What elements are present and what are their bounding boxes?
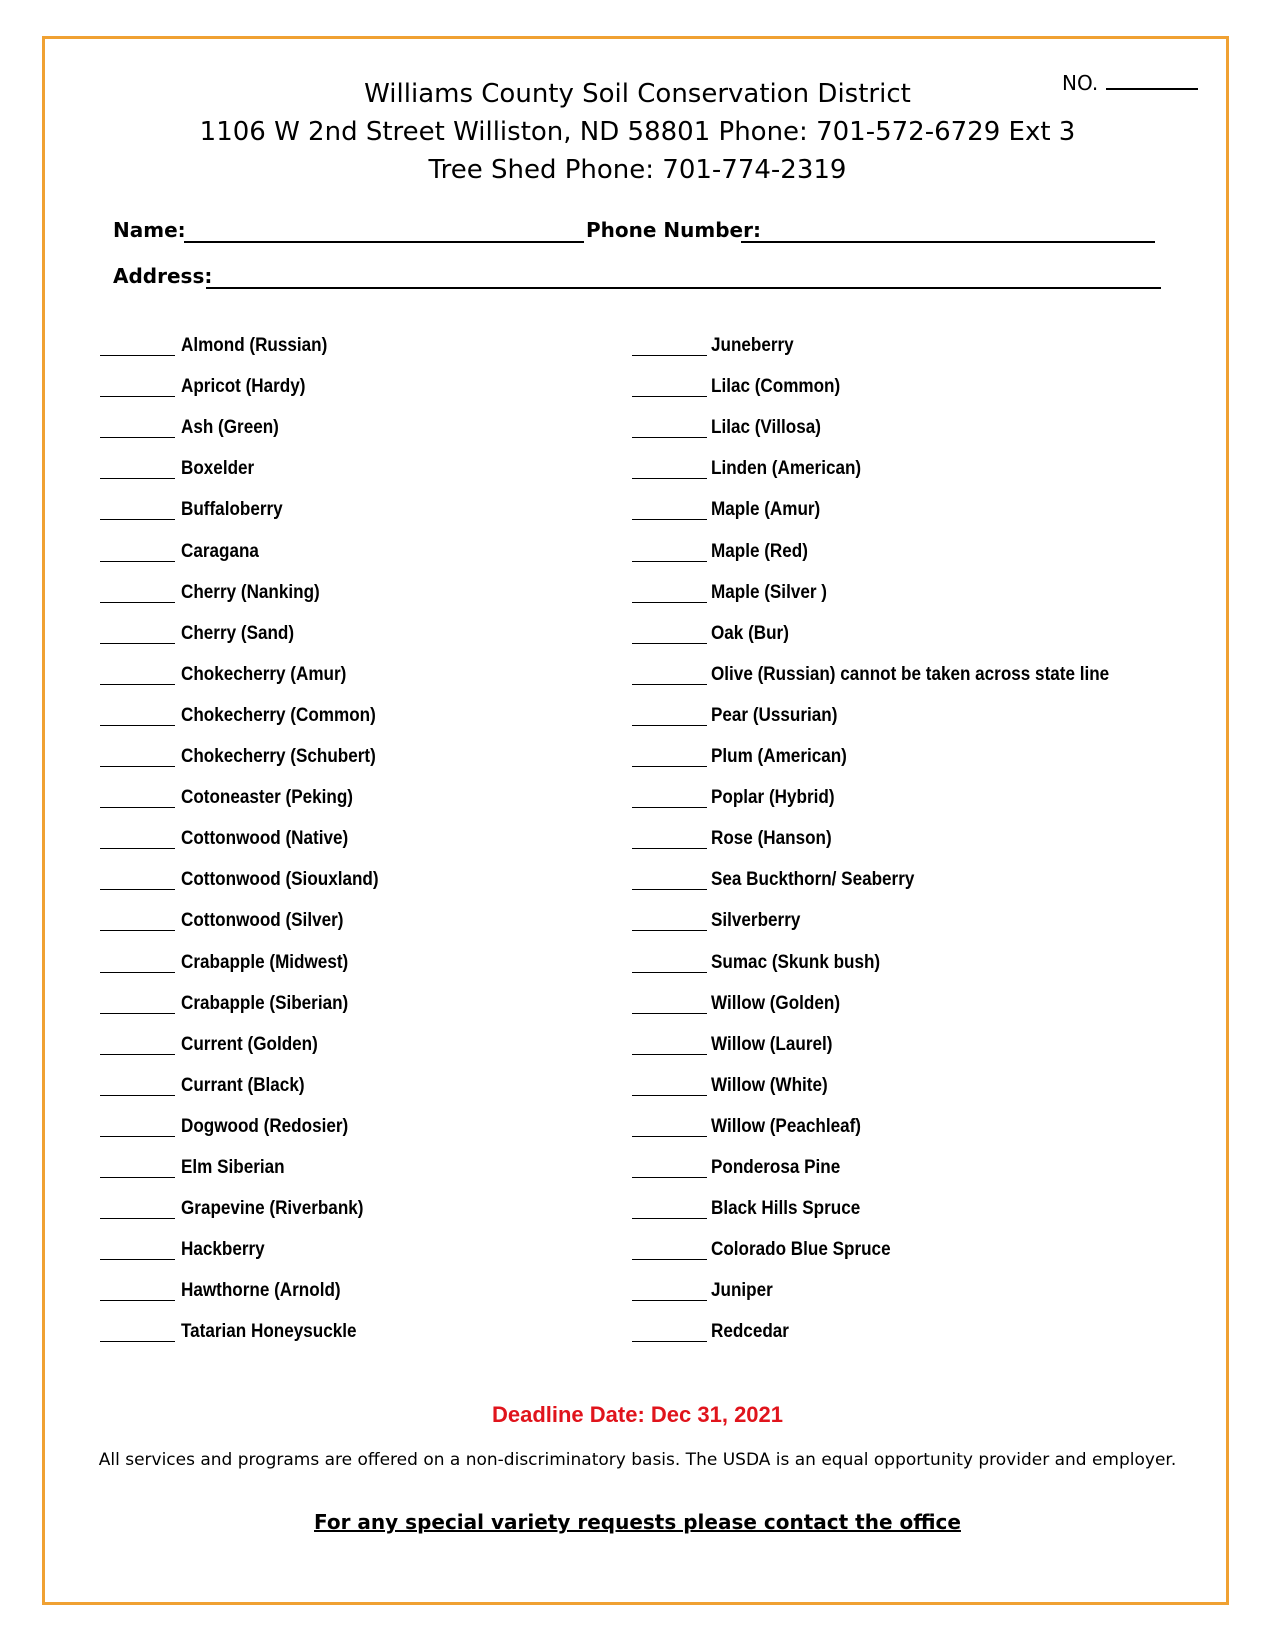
tree-label: Black Hills Spruce — [711, 1198, 861, 1220]
quantity-blank[interactable] — [100, 1300, 175, 1301]
quantity-blank[interactable] — [100, 1013, 175, 1014]
quantity-blank[interactable] — [632, 478, 707, 479]
tree-label: Juniper — [711, 1280, 773, 1302]
tree-label: Cottonwood (Siouxland) — [181, 869, 379, 891]
quantity-blank[interactable] — [632, 889, 707, 890]
tree-label: Sea Buckthorn/ Seaberry — [711, 869, 915, 891]
tree-label: Maple (Silver ) — [711, 581, 827, 603]
quantity-blank[interactable] — [632, 807, 707, 808]
tree-label: Caragana — [181, 540, 259, 562]
quantity-blank[interactable] — [632, 1259, 707, 1260]
tree-label: Crabapple (Midwest) — [181, 951, 349, 973]
quantity-blank[interactable] — [632, 1013, 707, 1014]
quantity-blank[interactable] — [632, 930, 707, 931]
tree-label: Chokecherry (Amur) — [181, 663, 347, 685]
quantity-blank[interactable] — [632, 396, 707, 397]
quantity-blank[interactable] — [632, 1054, 707, 1055]
quantity-blank[interactable] — [100, 807, 175, 808]
org-address-phone: 1106 W 2nd Street Williston, ND 58801 Phone: 701-572-6729 Ext 3 — [199, 117, 1076, 147]
quantity-blank[interactable] — [632, 766, 707, 767]
quantity-blank[interactable] — [632, 561, 707, 562]
quantity-blank[interactable] — [100, 1177, 175, 1178]
quantity-blank[interactable] — [100, 1136, 175, 1137]
quantity-blank[interactable] — [100, 478, 175, 479]
tree-label: Cottonwood (Native) — [181, 828, 349, 850]
quantity-blank[interactable] — [100, 766, 175, 767]
special-requests-note: For any special variety requests please contact the office — [314, 1510, 961, 1534]
tree-label: Chokecherry (Schubert) — [181, 746, 376, 767]
tree-label: Dogwood (Redosier) — [181, 1115, 349, 1137]
quantity-blank[interactable] — [100, 1341, 175, 1342]
tree-label: Cottonwood (Silver) — [181, 910, 344, 932]
quantity-blank[interactable] — [632, 725, 707, 726]
phone-field[interactable] — [741, 241, 1155, 243]
quantity-blank[interactable] — [632, 602, 707, 603]
quantity-blank[interactable] — [632, 1341, 707, 1342]
quantity-blank[interactable] — [632, 1136, 707, 1137]
quantity-blank[interactable] — [100, 561, 175, 562]
quantity-blank[interactable] — [100, 725, 175, 726]
quantity-blank[interactable] — [100, 684, 175, 685]
phone-label: Phone Number: — [586, 218, 761, 242]
tree-label: Crabapple (Siberian) — [181, 992, 349, 1014]
tree-label: Currant (Black) — [181, 1074, 305, 1096]
tree-label: Rose (Hanson) — [711, 828, 832, 850]
quantity-blank[interactable] — [100, 972, 175, 973]
quantity-blank[interactable] — [100, 1218, 175, 1219]
tree-label: Willow (White) — [711, 1074, 828, 1096]
tree-label: Cherry (Nanking) — [181, 581, 320, 603]
tree-label: Silverberry — [711, 910, 801, 932]
quantity-blank[interactable] — [632, 1177, 707, 1178]
tree-shed-phone: Tree Shed Phone: 701-774-2319 — [428, 155, 847, 185]
tree-label: Oak (Bur) — [711, 622, 789, 644]
form-number-field[interactable] — [1106, 70, 1198, 90]
quantity-blank[interactable] — [100, 643, 175, 644]
quantity-blank[interactable] — [100, 355, 175, 356]
form-number-label: NO. — [1062, 71, 1099, 95]
tree-label: Willow (Golden) — [711, 992, 841, 1014]
tree-label: Sumac (Skunk bush) — [711, 951, 881, 973]
tree-label: Apricot (Hardy) — [181, 376, 306, 398]
quantity-blank[interactable] — [100, 519, 175, 520]
tree-label: Hackberry — [181, 1239, 265, 1261]
tree-label: Current (Golden) — [181, 1033, 318, 1055]
quantity-blank[interactable] — [100, 602, 175, 603]
tree-label: Boxelder — [181, 458, 255, 480]
quantity-blank[interactable] — [100, 889, 175, 890]
org-title: Williams County Soil Conservation District — [364, 79, 911, 109]
tree-label: Juneberry — [711, 335, 794, 356]
quantity-blank[interactable] — [632, 1218, 707, 1219]
quantity-blank[interactable] — [632, 684, 707, 685]
tree-label: Poplar (Hybrid) — [711, 787, 835, 809]
quantity-blank[interactable] — [632, 972, 707, 973]
tree-label: Linden (American) — [711, 458, 862, 480]
deadline-date: Deadline Date: Dec 31, 2021 — [491, 1402, 784, 1427]
quantity-blank[interactable] — [632, 1300, 707, 1301]
tree-label: Cherry (Sand) — [181, 622, 295, 644]
quantity-blank[interactable] — [100, 930, 175, 931]
tree-label: Lilac (Villosa) — [711, 417, 821, 439]
quantity-blank[interactable] — [100, 848, 175, 849]
name-field[interactable] — [184, 241, 584, 243]
form-number — [1062, 70, 1198, 95]
tree-label: Pear (Ussurian) — [711, 704, 838, 726]
quantity-blank[interactable] — [100, 1095, 175, 1096]
quantity-blank[interactable] — [100, 1054, 175, 1055]
quantity-blank[interactable] — [632, 848, 707, 849]
quantity-blank[interactable] — [100, 1259, 175, 1260]
disclaimer: All services and programs are offered on a non-discriminatory basis. The USDA is an equal opportunity provider and employer. — [98, 1450, 1177, 1470]
quantity-blank[interactable] — [632, 437, 707, 438]
tree-label: Buffaloberry — [181, 499, 283, 521]
quantity-blank[interactable] — [632, 519, 707, 520]
tree-label: Ponderosa Pine — [711, 1157, 841, 1178]
address-label: Address: — [113, 264, 213, 288]
quantity-blank[interactable] — [632, 1095, 707, 1096]
quantity-blank[interactable] — [632, 355, 707, 356]
quantity-blank[interactable] — [100, 437, 175, 438]
tree-label: Ash (Green) — [181, 417, 279, 439]
tree-label: Olive (Russian) cannot be taken across state line — [711, 663, 1110, 685]
tree-label: Willow (Laurel) — [711, 1033, 833, 1055]
tree-label: Redcedar — [711, 1321, 789, 1343]
tree-label: Plum (American) — [711, 746, 847, 767]
tree-label: Willow (Peachleaf) — [711, 1115, 861, 1137]
tree-label: Colorado Blue Spruce — [711, 1239, 891, 1261]
name-label: Name: — [113, 218, 186, 242]
address-field[interactable] — [206, 287, 1161, 289]
tree-label: Elm Siberian — [181, 1157, 285, 1178]
page-border — [42, 36, 1229, 1605]
tree-label: Lilac (Common) — [711, 376, 841, 398]
tree-label: Almond (Russian) — [181, 335, 328, 356]
tree-label: Grapevine (Riverbank) — [181, 1198, 364, 1220]
quantity-blank[interactable] — [632, 643, 707, 644]
tree-label: Cotoneaster (Peking) — [181, 787, 353, 809]
tree-label: Maple (Amur) — [711, 499, 821, 521]
tree-label: Tatarian Honeysuckle — [181, 1321, 357, 1343]
tree-label: Chokecherry (Common) — [181, 704, 376, 726]
quantity-blank[interactable] — [100, 396, 175, 397]
tree-label: Maple (Red) — [711, 540, 808, 562]
tree-label: Hawthorne (Arnold) — [181, 1280, 341, 1302]
